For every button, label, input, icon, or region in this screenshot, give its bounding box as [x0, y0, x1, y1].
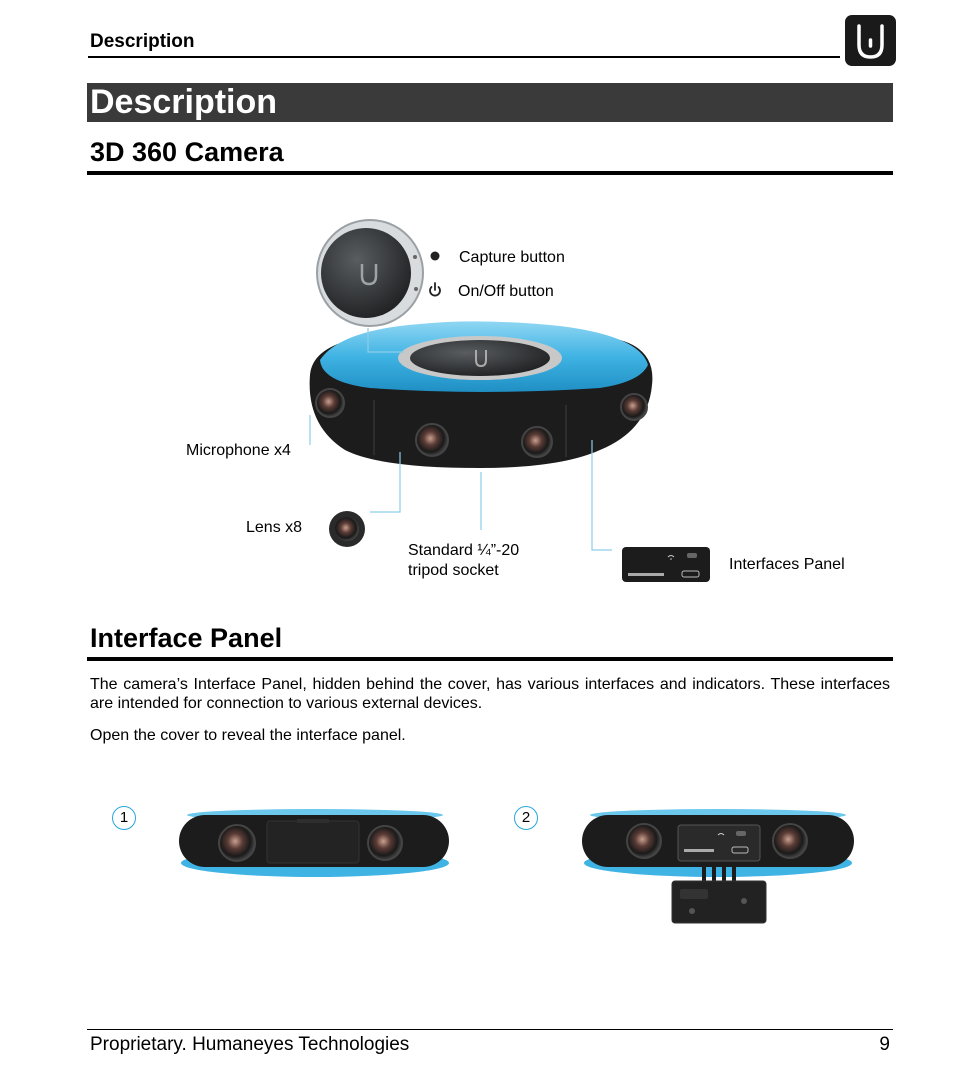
interfaces-panel-icon: [622, 547, 710, 582]
camera-cover-open-image: [578, 805, 858, 925]
step-badge-1: 1: [112, 806, 136, 830]
step-badge-2: 2: [514, 806, 538, 830]
humaneyes-logo-icon: [845, 15, 896, 66]
camera-body: [310, 321, 653, 468]
header-rule: [88, 56, 840, 58]
interface-paragraph: The camera’s Interface Panel, hidden behind the cover, has various interfaces and indicators. These interfaces are intended for connection to various external devices.: [90, 676, 890, 712]
camera-section-rule: [87, 171, 893, 175]
onoff-button-label: On/Off button: [458, 283, 554, 300]
footer-rule: [87, 1029, 893, 1030]
camera-section-title: 3D 360 Camera: [90, 137, 284, 167]
tripod-label-line2: tripod socket: [408, 562, 499, 579]
button-inset: [317, 220, 423, 326]
interface-section-rule: [87, 657, 893, 661]
interfaces-panel-label: Interfaces Panel: [729, 556, 845, 573]
camera-cover-closed-image: [175, 805, 455, 885]
capture-button-label: Capture button: [459, 249, 565, 266]
footer-text: Proprietary. Humaneyes Technologies: [90, 1034, 410, 1055]
page-number: 9: [879, 1034, 890, 1055]
interface-instruction: Open the cover to reveal the interface panel.: [90, 727, 406, 744]
power-icon: [430, 283, 440, 296]
microphone-label: Microphone x4: [186, 442, 291, 459]
capture-dot-icon: [431, 252, 440, 261]
lens-icon: [329, 511, 365, 547]
running-header-title: Description: [90, 31, 195, 52]
tripod-label-line1: Standard ¼”-20: [408, 542, 520, 559]
banner-title: Description: [90, 83, 278, 121]
lens-label: Lens x8: [246, 519, 303, 536]
interface-section-title: Interface Panel: [90, 623, 283, 653]
